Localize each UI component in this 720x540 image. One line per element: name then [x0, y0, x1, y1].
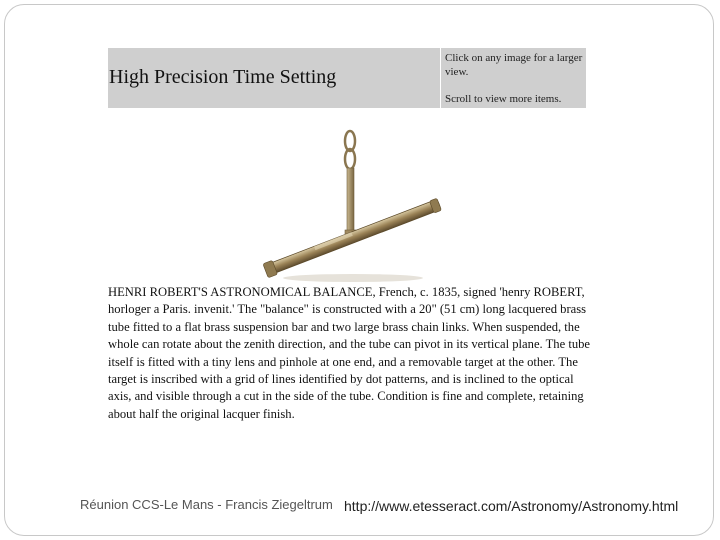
header-divider: [440, 48, 441, 108]
image-hint-text: Click on any image for a larger view.: [445, 52, 583, 78]
footer-credit: Réunion CCS-Le Mans - Francis Ziegeltrum: [80, 497, 333, 512]
item-description: HENRI ROBERT'S ASTRONOMICAL BALANCE, French, c. 1835, signed 'henry ROBERT, horloger a Paris. invenit.' The "balance" is constructed with a 20" (51 cm) long lacquered brass tube fitted to a flat brass suspension bar and two large brass chain links. When suspended, the whole can rotate about the zenith direction, and the tube can pivot in its vertical plane. The tube itself is fitted with a tiny lens and pinhole at one end, and a removable target at the other. The target is inscribed with a grid of lines identified by dot patterns, and is inclined to the optical axis, and visible through a cut in the side of the tube. Condition is fine and complete, retaining about half the original lacquer finish.: [108, 285, 591, 421]
page-header: [108, 48, 586, 108]
web-page-capture: [108, 46, 591, 450]
astronomical-balance-image: [253, 126, 445, 286]
balance-photo[interactable]: [253, 126, 445, 286]
footer-url-link[interactable]: http://www.etesseract.com/Astronomy/Astronomy.html: [344, 498, 679, 514]
page-title: High Precision Time Setting: [109, 66, 337, 88]
scroll-hint-text: Scroll to view more items.: [445, 93, 562, 105]
